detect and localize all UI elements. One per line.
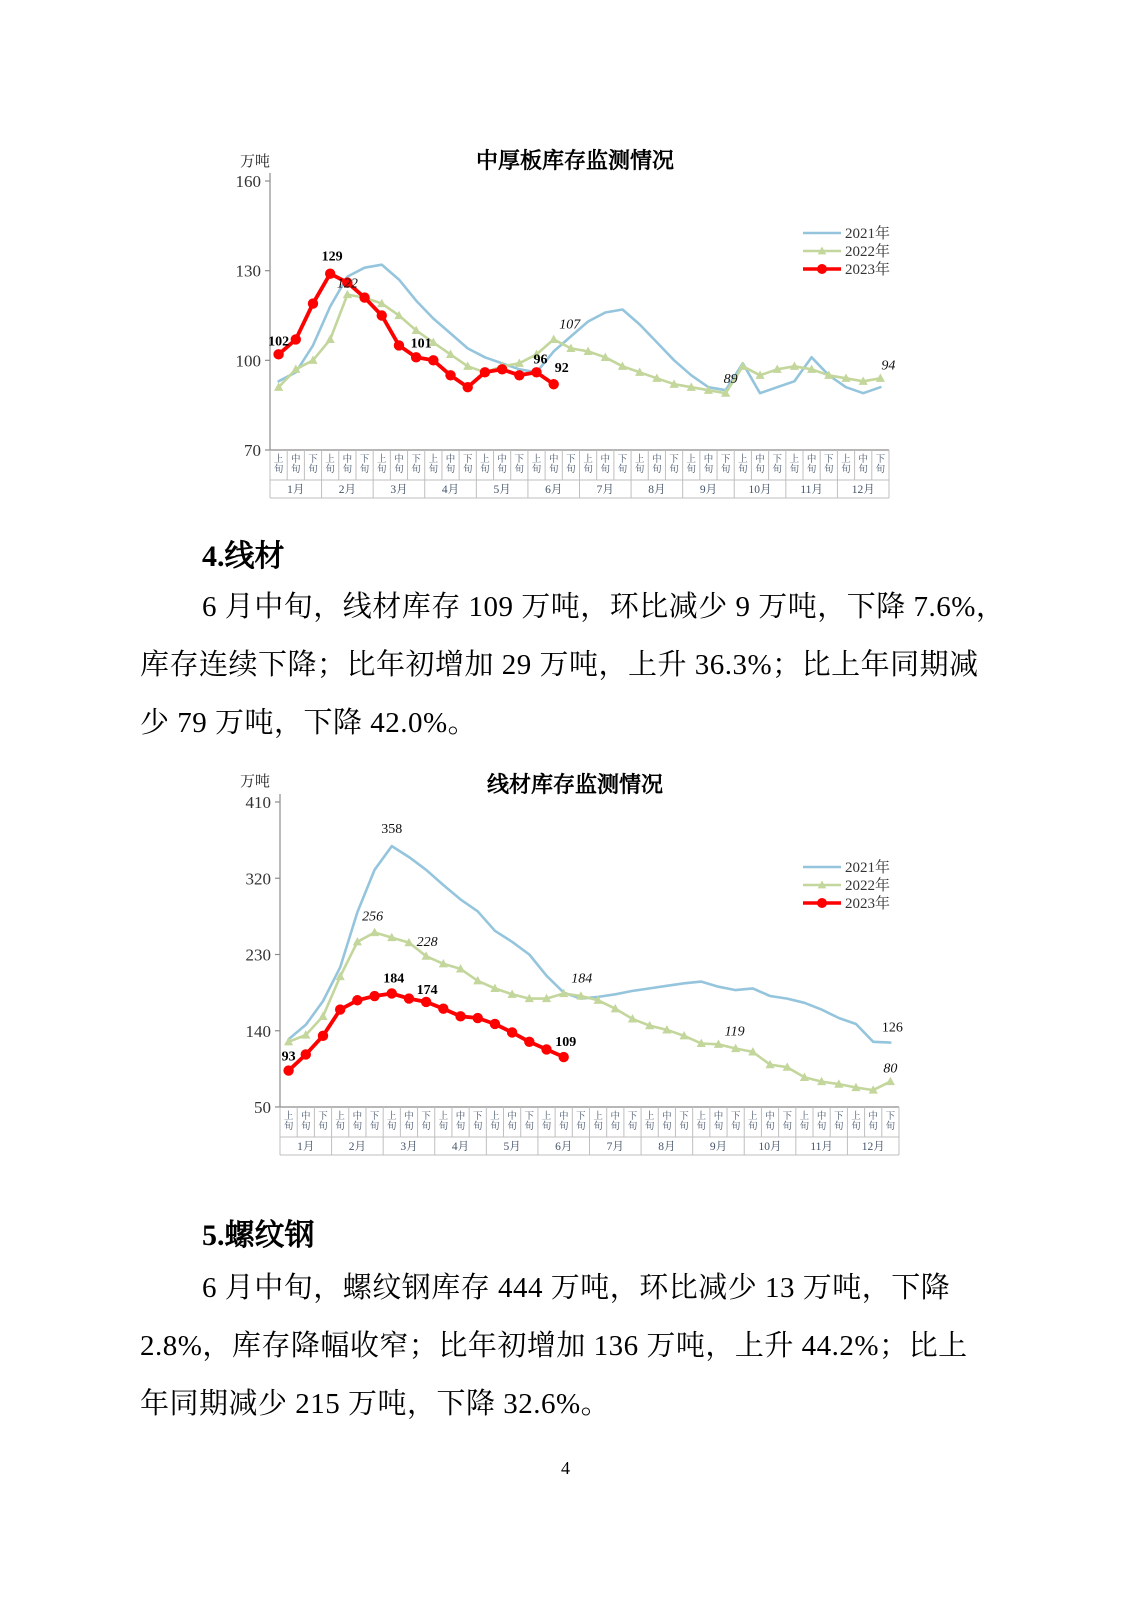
x-period-label: 下旬 [421, 1112, 431, 1132]
circle-marker [549, 379, 559, 389]
circle-marker [524, 1037, 534, 1047]
x-period-label: 中旬 [806, 455, 817, 475]
x-period-label: 下旬 [462, 455, 473, 475]
x-month-label: 11月 [810, 1141, 833, 1153]
x-period-label: 下旬 [627, 1112, 638, 1132]
circle-marker [325, 268, 335, 278]
x-period-label: 中旬 [291, 455, 301, 475]
x-period-label: 中旬 [404, 1112, 414, 1132]
x-period-label: 中旬 [558, 1112, 569, 1132]
x-month-label: 7月 [606, 1141, 624, 1153]
y-tick-label: 130 [235, 261, 261, 281]
x-month-label: 8月 [648, 484, 666, 496]
circle-marker [507, 1027, 517, 1037]
y-axis-unit-label: 万吨 [240, 154, 271, 170]
x-period-label: 中旬 [394, 455, 404, 475]
x-period-label: 中旬 [497, 455, 507, 475]
y-tick-label: 320 [245, 869, 271, 889]
circle-marker [308, 298, 318, 308]
data-label: 119 [724, 1024, 745, 1040]
x-period-label: 上旬 [583, 455, 593, 475]
y-tick-label: 160 [235, 172, 261, 191]
circle-marker [335, 1004, 345, 1014]
data-label: 80 [883, 1061, 898, 1077]
data-label: 107 [559, 317, 581, 333]
legend-label: 2022年 [845, 244, 891, 260]
legend-label: 2023年 [845, 262, 891, 278]
x-period-label: 下旬 [411, 455, 421, 475]
x-period-label: 中旬 [713, 1112, 724, 1132]
x-period-label: 上旬 [851, 1112, 861, 1132]
x-period-label: 上旬 [438, 1112, 449, 1132]
paragraph-line: 6 月中旬，螺纹钢库存 444 万吨，环比减少 13 万吨，下降 [202, 1272, 951, 1304]
x-period-label: 中旬 [352, 1112, 363, 1132]
y-tick-label: 410 [245, 793, 271, 812]
x-period-label: 下旬 [524, 1112, 535, 1132]
x-period-label: 下旬 [359, 455, 370, 475]
data-label: 101 [410, 336, 432, 352]
y-axis-unit-label: 万吨 [240, 774, 271, 790]
x-period-label: 上旬 [841, 455, 851, 475]
circle-marker [445, 370, 455, 380]
circle-marker [387, 988, 397, 998]
data-label: 94 [881, 358, 896, 374]
paragraph-line: 年同期减少 215 万吨，下降 32.6%。 [140, 1388, 611, 1420]
section-heading-wire-rod: 4.线材 [202, 540, 285, 573]
data-label: 92 [554, 361, 569, 377]
circle-marker [428, 355, 438, 365]
x-month-label: 5月 [503, 1141, 521, 1153]
x-period-label: 下旬 [679, 1112, 689, 1132]
triangle-marker [326, 335, 335, 343]
x-month-label: 5月 [493, 484, 511, 496]
x-period-label: 上旬 [325, 455, 335, 475]
x-period-label: 下旬 [318, 1112, 328, 1132]
legend-circle-marker [817, 264, 827, 274]
data-label: 109 [555, 1035, 577, 1051]
x-period-label: 上旬 [377, 455, 387, 475]
data-label: 96 [533, 352, 548, 368]
circle-marker [352, 995, 362, 1005]
x-month-label: 12月 [851, 484, 875, 496]
circle-marker [377, 310, 387, 320]
circle-marker [369, 991, 379, 1001]
x-period-label: 下旬 [514, 455, 525, 475]
circle-marker [514, 370, 524, 380]
x-month-label: 7月 [596, 484, 614, 496]
circle-marker [559, 1052, 569, 1062]
circle-marker [531, 367, 541, 377]
x-period-label: 中旬 [507, 1112, 517, 1132]
x-period-label: 上旬 [387, 1112, 397, 1132]
x-period-label: 上旬 [748, 1112, 758, 1132]
circle-marker [463, 382, 473, 392]
x-period-label: 上旬 [634, 455, 645, 475]
x-period-label: 下旬 [720, 455, 731, 475]
x-period-label: 中旬 [662, 1112, 672, 1132]
legend-label: 2021年 [845, 226, 891, 242]
triangle-marker [549, 335, 558, 343]
x-period-label: 上旬 [738, 455, 748, 475]
x-month-label: 10月 [758, 1141, 782, 1153]
x-month-label: 2月 [348, 1141, 366, 1153]
data-label: 122 [336, 276, 358, 292]
circle-marker [404, 993, 414, 1003]
legend-label: 2023年 [845, 896, 891, 912]
data-label: 174 [416, 982, 438, 998]
data-label: 102 [268, 334, 290, 350]
x-period-label: 中旬 [703, 455, 714, 475]
x-period-label: 中旬 [858, 455, 868, 475]
x-period-label: 中旬 [765, 1112, 775, 1132]
x-period-label: 中旬 [755, 455, 765, 475]
circle-marker [291, 334, 301, 344]
chart-title: 线材库存监测情况 [486, 772, 664, 797]
x-month-label: 3月 [390, 484, 408, 496]
x-month-label: 12月 [861, 1141, 885, 1153]
x-period-label: 下旬 [834, 1112, 844, 1132]
y-tick-label: 230 [245, 945, 271, 965]
x-month-label: 9月 [709, 1141, 728, 1153]
circle-marker [273, 349, 283, 359]
x-period-label: 上旬 [686, 455, 697, 475]
legend-label: 2022年 [845, 878, 891, 894]
x-month-label: 11月 [800, 484, 823, 496]
data-label: 358 [381, 822, 403, 838]
circle-marker [480, 367, 490, 377]
x-period-label: 下旬 [885, 1112, 896, 1132]
triangle-marker [886, 1077, 895, 1085]
circle-marker [490, 1019, 500, 1029]
circle-marker [473, 1013, 483, 1023]
x-period-label: 上旬 [428, 455, 439, 475]
x-period-label: 上旬 [644, 1112, 655, 1132]
x-period-label: 中旬 [445, 455, 456, 475]
x-period-label: 下旬 [669, 455, 679, 475]
data-label: 256 [362, 909, 384, 925]
x-period-label: 中旬 [868, 1112, 878, 1132]
circle-marker [394, 340, 404, 350]
x-period-label: 下旬 [576, 1112, 586, 1132]
x-period-label: 上旬 [273, 455, 284, 475]
x-month-label: 4月 [441, 484, 460, 496]
x-month-label: 3月 [400, 1141, 418, 1153]
series-line-2021年 [289, 846, 891, 1043]
triangle-marker [738, 362, 747, 370]
data-label: 93 [281, 1049, 296, 1065]
data-label: 89 [723, 372, 738, 388]
x-period-label: 上旬 [335, 1112, 345, 1132]
x-period-label: 中旬 [455, 1112, 466, 1132]
x-month-label: 6月 [555, 1141, 573, 1153]
triangle-marker [370, 928, 379, 936]
x-month-label: 6月 [545, 484, 563, 496]
x-month-label: 1月 [297, 1141, 315, 1153]
x-month-label: 10月 [748, 484, 772, 496]
y-tick-label: 100 [235, 351, 261, 371]
x-period-label: 下旬 [782, 1112, 792, 1132]
y-tick-label: 50 [254, 1098, 271, 1117]
paragraph-line: 2.8%，库存降幅收窄；比年初增加 136 万吨，上升 44.2%；比上 [140, 1330, 968, 1362]
page-number: 4 [561, 1458, 570, 1478]
x-month-label: 9月 [699, 484, 718, 496]
x-month-label: 4月 [451, 1141, 470, 1153]
x-period-label: 下旬 [566, 455, 576, 475]
x-period-label: 上旬 [696, 1112, 707, 1132]
x-period-label: 下旬 [875, 455, 886, 475]
series-line-2022年 [289, 933, 891, 1091]
paragraph-line: 少 79 万吨，下降 42.0%。 [140, 707, 478, 739]
x-period-label: 中旬 [652, 455, 662, 475]
x-period-label: 下旬 [369, 1112, 380, 1132]
x-period-label: 下旬 [308, 455, 318, 475]
x-period-label: 下旬 [772, 455, 782, 475]
paragraph-line: 库存连续下降；比年初增加 29 万吨，上升 36.3%；比上年同期减 [140, 649, 979, 681]
triangle-marker [318, 1012, 327, 1020]
circle-marker [301, 1049, 311, 1059]
circle-marker [541, 1044, 551, 1054]
x-month-label: 2月 [338, 484, 356, 496]
series-line-2022年 [279, 295, 881, 394]
circle-marker [455, 1011, 465, 1021]
data-label: 129 [321, 249, 343, 265]
data-label: 228 [416, 935, 438, 951]
x-period-label: 中旬 [600, 455, 611, 475]
x-period-label: 上旬 [789, 455, 800, 475]
legend-circle-marker [817, 898, 827, 908]
circle-marker [411, 352, 421, 362]
x-period-label: 上旬 [541, 1112, 552, 1132]
data-label: 184 [571, 971, 593, 987]
x-period-label: 下旬 [617, 455, 628, 475]
x-period-label: 下旬 [824, 455, 834, 475]
x-period-label: 中旬 [610, 1112, 621, 1132]
x-period-label: 上旬 [480, 455, 490, 475]
section-heading-rebar: 5.螺纹钢 [202, 1219, 315, 1252]
circle-marker [421, 997, 431, 1007]
x-period-label: 下旬 [730, 1112, 741, 1132]
x-period-label: 上旬 [490, 1112, 500, 1132]
x-month-label: 8月 [658, 1141, 676, 1153]
x-period-label: 上旬 [531, 455, 542, 475]
wire-rod-inventory-chart [225, 735, 1105, 1165]
paragraph-line: 6 月中旬，线材库存 109 万吨，环比减少 9 万吨，下降 7.6%， [202, 591, 1006, 623]
circle-marker [283, 1065, 293, 1075]
x-month-label: 1月 [287, 484, 305, 496]
circle-marker [497, 364, 507, 374]
x-period-label: 上旬 [283, 1112, 294, 1132]
x-period-label: 下旬 [472, 1112, 483, 1132]
x-period-label: 中旬 [342, 455, 353, 475]
x-period-label: 中旬 [816, 1112, 827, 1132]
x-period-label: 上旬 [593, 1112, 603, 1132]
data-label: 126 [881, 1020, 903, 1036]
circle-marker [438, 1004, 448, 1014]
legend-label: 2021年 [845, 860, 891, 876]
chart-title: 中厚板库存监测情况 [475, 148, 675, 173]
x-period-label: 中旬 [301, 1112, 311, 1132]
x-period-label: 上旬 [799, 1112, 810, 1132]
y-tick-label: 70 [244, 441, 261, 460]
x-period-label: 中旬 [548, 455, 559, 475]
data-label: 184 [383, 971, 405, 987]
circle-marker [318, 1031, 328, 1041]
medium-plate-inventory-chart [225, 135, 1105, 507]
circle-marker [359, 292, 369, 302]
y-tick-label: 140 [245, 1021, 271, 1041]
